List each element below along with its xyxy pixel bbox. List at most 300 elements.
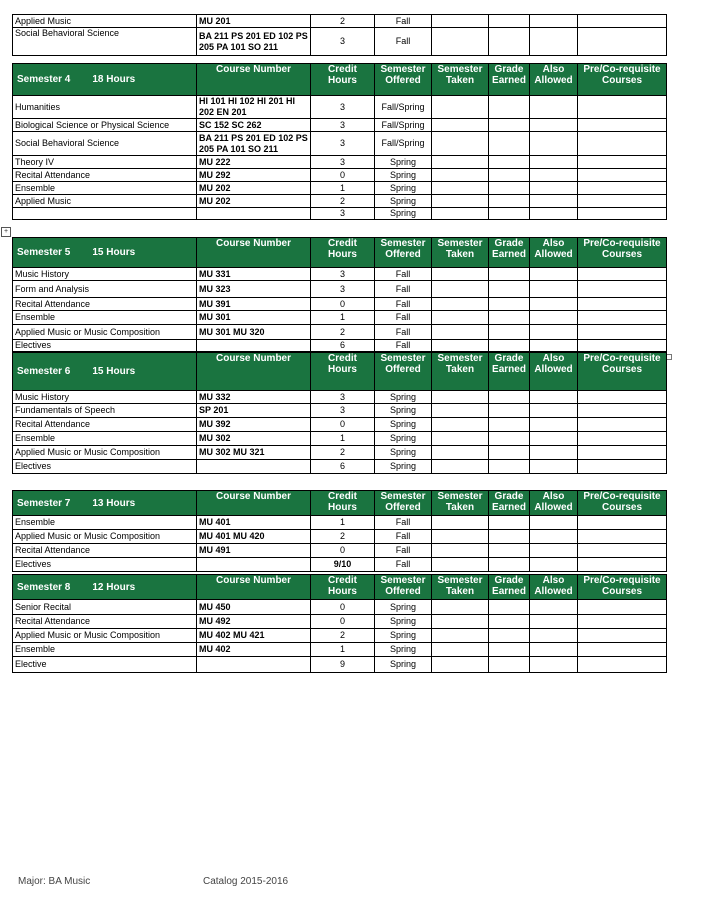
also-allowed-cell[interactable] <box>530 643 578 657</box>
prereq-cell[interactable] <box>578 418 667 432</box>
grade-cell[interactable] <box>489 615 530 629</box>
course-number: MU 202 <box>197 195 311 208</box>
credit-hours: 3 <box>311 132 375 156</box>
course-number <box>197 460 311 474</box>
semester-taken-cell[interactable] <box>432 96 489 119</box>
course-number: MU 302 <box>197 432 311 446</box>
semester-offered: Spring <box>375 391 432 404</box>
semester-offered: Fall <box>375 311 432 325</box>
course-number: MU 292 <box>197 169 311 182</box>
semester-name: Semester 4 <box>17 74 71 85</box>
semester-offered: Spring <box>375 446 432 460</box>
grade-cell[interactable] <box>489 404 530 418</box>
prereq-cell[interactable] <box>578 281 667 298</box>
course-number: MU 450 <box>197 600 311 615</box>
header-semester-taken: Semester Taken <box>432 575 489 600</box>
prereq-cell[interactable] <box>578 558 667 572</box>
semester-taken-cell[interactable] <box>432 132 489 156</box>
credit-hours: 6 <box>311 460 375 474</box>
table-row <box>13 629 667 643</box>
credit-hours: 3 <box>311 281 375 298</box>
grade-cell[interactable] <box>489 391 530 404</box>
course-number <box>197 558 311 572</box>
table-row <box>13 432 667 446</box>
header-credit-hours: Credit Hours <box>311 491 375 516</box>
course-number: MU 391 <box>197 298 311 311</box>
grade-cell[interactable] <box>489 600 530 615</box>
semester-taken-cell[interactable] <box>432 340 489 352</box>
table-row <box>13 340 667 352</box>
also-allowed-cell[interactable] <box>530 600 578 615</box>
also-allowed-cell[interactable] <box>530 446 578 460</box>
grade-cell[interactable] <box>489 182 530 195</box>
table-row <box>13 15 667 28</box>
semester-taken-cell[interactable] <box>432 195 489 208</box>
course-name: Applied Music <box>13 195 197 208</box>
semester-offered: Fall/Spring <box>375 132 432 156</box>
prereq-cell[interactable] <box>578 311 667 325</box>
course-number: MU 491 <box>197 544 311 558</box>
also-allowed-cell[interactable] <box>530 516 578 530</box>
prereq-cell[interactable] <box>578 600 667 615</box>
header-credit-hours: Credit Hours <box>311 575 375 600</box>
prereq-cell[interactable] <box>578 169 667 182</box>
credit-hours: 0 <box>311 298 375 311</box>
also-allowed-cell[interactable] <box>530 418 578 432</box>
also-allowed-cell[interactable] <box>530 119 578 132</box>
table-row <box>13 156 667 169</box>
semester-offered: Spring <box>375 195 432 208</box>
prereq-cell[interactable] <box>578 615 667 629</box>
grade-cell[interactable] <box>489 156 530 169</box>
semester-taken-cell[interactable] <box>432 182 489 195</box>
prereq-cell[interactable] <box>578 119 667 132</box>
grade-cell[interactable] <box>489 28 530 56</box>
header-prereq: Pre/Co-requisite Courses <box>578 238 667 268</box>
semester-hours: 12 Hours <box>92 581 136 593</box>
also-allowed-cell[interactable] <box>530 15 578 28</box>
credit-hours: 0 <box>311 615 375 629</box>
course-name: Applied Music <box>13 15 197 28</box>
course-number <box>197 657 311 673</box>
credit-hours: 0 <box>311 544 375 558</box>
semester-taken-cell[interactable] <box>432 391 489 404</box>
course-number: HI 101 HI 102 HI 201 HI 202 EN 201 <box>197 96 311 119</box>
credit-hours: 0 <box>311 418 375 432</box>
course-name: Recital Attendance <box>13 169 197 182</box>
prereq-cell[interactable] <box>578 268 667 281</box>
semester-offered: Fall/Spring <box>375 119 432 132</box>
table-row <box>13 446 667 460</box>
semester-name: Semester 6 <box>17 366 71 377</box>
grade-cell[interactable] <box>489 119 530 132</box>
semester-taken-cell[interactable] <box>432 629 489 643</box>
semester-taken-cell[interactable] <box>432 432 489 446</box>
header-row <box>13 353 667 391</box>
also-allowed-cell[interactable] <box>530 629 578 643</box>
semester-hours: 15 Hours <box>92 247 136 258</box>
grade-cell[interactable] <box>489 132 530 156</box>
semester-taken-cell[interactable] <box>432 404 489 418</box>
table-row <box>13 600 667 615</box>
credit-hours: 2 <box>311 15 375 28</box>
prereq-cell[interactable] <box>578 96 667 119</box>
semester-table <box>12 352 667 474</box>
course-number <box>197 340 311 352</box>
header-course-number: Course Number <box>197 64 311 96</box>
header-also-allowed: Also Allowed <box>530 491 578 516</box>
grade-cell[interactable] <box>489 446 530 460</box>
course-number: MU 301 MU 320 <box>197 325 311 340</box>
semester-hours: 18 Hours <box>92 74 136 85</box>
grade-cell[interactable] <box>489 530 530 544</box>
semester-offered: Fall <box>375 298 432 311</box>
semester-taken-cell[interactable] <box>432 156 489 169</box>
semester-hours: 15 Hours <box>92 366 136 377</box>
also-allowed-cell[interactable] <box>530 298 578 311</box>
semester-table <box>12 237 667 352</box>
course-name: Applied Music or Music Composition <box>13 446 197 460</box>
grade-cell[interactable] <box>489 460 530 474</box>
header-row <box>13 238 667 268</box>
table-row <box>13 208 667 220</box>
also-allowed-cell[interactable] <box>530 340 578 352</box>
course-name: Ensemble <box>13 311 197 325</box>
grade-cell[interactable] <box>489 281 530 298</box>
also-allowed-cell[interactable] <box>530 281 578 298</box>
semester-name: Semester 5 <box>17 247 71 258</box>
table-row <box>13 96 667 119</box>
credit-hours: 1 <box>311 516 375 530</box>
course-number: MU 331 <box>197 268 311 281</box>
course-name: Recital Attendance <box>13 615 197 629</box>
also-allowed-cell[interactable] <box>530 391 578 404</box>
prereq-cell[interactable] <box>578 208 667 220</box>
semester-taken-cell[interactable] <box>432 15 489 28</box>
prereq-cell[interactable] <box>578 182 667 195</box>
prereq-cell[interactable] <box>578 446 667 460</box>
table-row <box>13 391 667 404</box>
header-also-allowed: Also Allowed <box>530 575 578 600</box>
semester-offered: Fall <box>375 340 432 352</box>
also-allowed-cell[interactable] <box>530 325 578 340</box>
also-allowed-cell[interactable] <box>530 558 578 572</box>
also-allowed-cell[interactable] <box>530 156 578 169</box>
also-allowed-cell[interactable] <box>530 404 578 418</box>
semester-offered: Fall <box>375 516 432 530</box>
header-prereq: Pre/Co-requisite Courses <box>578 64 667 96</box>
header-prereq: Pre/Co-requisite Courses <box>578 491 667 516</box>
semester-taken-cell[interactable] <box>432 119 489 132</box>
semester-taken-cell[interactable] <box>432 544 489 558</box>
header-course-number: Course Number <box>197 353 311 391</box>
table-row <box>13 418 667 432</box>
credit-hours: 3 <box>311 156 375 169</box>
header-semester-offered: Semester Offered <box>375 353 432 391</box>
credit-hours: 3 <box>311 96 375 119</box>
prereq-cell[interactable] <box>578 530 667 544</box>
semester-taken-cell[interactable] <box>432 446 489 460</box>
semester-taken-cell[interactable] <box>432 325 489 340</box>
credit-hours: 2 <box>311 325 375 340</box>
also-allowed-cell[interactable] <box>530 208 578 220</box>
course-name: Ensemble <box>13 182 197 195</box>
table-row <box>13 558 667 572</box>
table-row <box>13 311 667 325</box>
header-prereq: Pre/Co-requisite Courses <box>578 575 667 600</box>
semester-title <box>13 238 197 268</box>
semester-offered: Fall <box>375 15 432 28</box>
grade-cell[interactable] <box>489 516 530 530</box>
semester-offered: Fall <box>375 28 432 56</box>
also-allowed-cell[interactable] <box>530 96 578 119</box>
semester-taken-cell[interactable] <box>432 558 489 572</box>
course-number: SC 152 SC 262 <box>197 119 311 132</box>
also-allowed-cell[interactable] <box>530 615 578 629</box>
prereq-cell[interactable] <box>578 28 667 56</box>
course-name: Music History <box>13 391 197 404</box>
move-anchor-icon[interactable]: + <box>1 227 11 237</box>
header-semester-taken: Semester Taken <box>432 238 489 268</box>
semester-taken-cell[interactable] <box>432 311 489 325</box>
semester-offered: Fall <box>375 530 432 544</box>
semester-taken-cell[interactable] <box>432 460 489 474</box>
course-name: Ensemble <box>13 516 197 530</box>
semester-taken-cell[interactable] <box>432 643 489 657</box>
course-number: BA 211 PS 201 ED 102 PS 205 PA 101 SO 211 <box>197 28 311 56</box>
table-row <box>13 615 667 629</box>
course-number: MU 492 <box>197 615 311 629</box>
grade-cell[interactable] <box>489 15 530 28</box>
table-row <box>13 169 667 182</box>
also-allowed-cell[interactable] <box>530 460 578 474</box>
header-credit-hours: Credit Hours <box>311 64 375 96</box>
semester-offered: Fall/Spring <box>375 96 432 119</box>
course-name: Music History <box>13 268 197 281</box>
header-semester-taken: Semester Taken <box>432 64 489 96</box>
course-number: MU 402 <box>197 643 311 657</box>
course-name: Ensemble <box>13 432 197 446</box>
header-course-number: Course Number <box>197 238 311 268</box>
course-name: Applied Music or Music Composition <box>13 530 197 544</box>
course-name: Social Behavioral Science <box>13 28 197 56</box>
course-name: Humanities <box>13 96 197 119</box>
course-number: MU 401 <box>197 516 311 530</box>
grade-cell[interactable] <box>489 340 530 352</box>
semester-offered: Spring <box>375 615 432 629</box>
course-name: Form and Analysis <box>13 281 197 298</box>
also-allowed-cell[interactable] <box>530 169 578 182</box>
semester-taken-cell[interactable] <box>432 516 489 530</box>
table-row <box>13 119 667 132</box>
course-name: Elective <box>13 657 197 673</box>
course-name: Electives <box>13 460 197 474</box>
semester-taken-cell[interactable] <box>432 298 489 311</box>
course-number: MU 222 <box>197 156 311 169</box>
credit-hours: 1 <box>311 432 375 446</box>
grade-cell[interactable] <box>489 311 530 325</box>
course-number: MU 332 <box>197 391 311 404</box>
semester-taken-cell[interactable] <box>432 615 489 629</box>
table-row <box>13 530 667 544</box>
credit-hours: 3 <box>311 404 375 418</box>
prereq-cell[interactable] <box>578 340 667 352</box>
semester-taken-cell[interactable] <box>432 530 489 544</box>
header-also-allowed: Also Allowed <box>530 353 578 391</box>
course-name: Biological Science or Physical Science <box>13 119 197 132</box>
header-grade-earned: Grade Earned <box>489 491 530 516</box>
semester-taken-cell[interactable] <box>432 268 489 281</box>
semester-taken-cell[interactable] <box>432 281 489 298</box>
header-grade-earned: Grade Earned <box>489 575 530 600</box>
prereq-cell[interactable] <box>578 516 667 530</box>
header-grade-earned: Grade Earned <box>489 353 530 391</box>
header-also-allowed: Also Allowed <box>530 64 578 96</box>
course-number: MU 402 MU 421 <box>197 629 311 643</box>
semester-taken-cell[interactable] <box>432 28 489 56</box>
course-name: Senior Recital <box>13 600 197 615</box>
also-allowed-cell[interactable] <box>530 132 578 156</box>
prereq-cell[interactable] <box>578 15 667 28</box>
grade-cell[interactable] <box>489 629 530 643</box>
footer-major: Major: BA Music <box>18 876 91 887</box>
credit-hours: 2 <box>311 530 375 544</box>
grade-cell[interactable] <box>489 544 530 558</box>
prereq-cell[interactable] <box>578 657 667 673</box>
also-allowed-cell[interactable] <box>530 195 578 208</box>
semester-offered: Spring <box>375 156 432 169</box>
prereq-cell[interactable] <box>578 643 667 657</box>
course-name: Applied Music or Music Composition <box>13 325 197 340</box>
course-number: MU 323 <box>197 281 311 298</box>
semester-name: Semester 8 <box>17 581 71 593</box>
prereq-cell[interactable] <box>578 460 667 474</box>
grade-cell[interactable] <box>489 298 530 311</box>
prereq-cell[interactable] <box>578 404 667 418</box>
course-name: Fundamentals of Speech <box>13 404 197 418</box>
also-allowed-cell[interactable] <box>530 432 578 446</box>
grade-cell[interactable] <box>489 432 530 446</box>
also-allowed-cell[interactable] <box>530 28 578 56</box>
semester-taken-cell[interactable] <box>432 208 489 220</box>
semester-offered: Spring <box>375 629 432 643</box>
header-semester-offered: Semester Offered <box>375 491 432 516</box>
also-allowed-cell[interactable] <box>530 530 578 544</box>
semester-taken-cell[interactable] <box>432 169 489 182</box>
grade-cell[interactable] <box>489 268 530 281</box>
course-number: MU 392 <box>197 418 311 432</box>
course-name: Electives <box>13 340 197 352</box>
semester-offered: Spring <box>375 208 432 220</box>
table-row <box>13 657 667 673</box>
header-credit-hours: Credit Hours <box>311 238 375 268</box>
semester-taken-cell[interactable] <box>432 600 489 615</box>
grade-cell[interactable] <box>489 208 530 220</box>
grade-cell[interactable] <box>489 657 530 673</box>
credit-hours: 3 <box>311 268 375 281</box>
prereq-cell[interactable] <box>578 325 667 340</box>
prereq-cell[interactable] <box>578 195 667 208</box>
credit-hours: 3 <box>311 119 375 132</box>
also-allowed-cell[interactable] <box>530 268 578 281</box>
course-name: Recital Attendance <box>13 418 197 432</box>
prereq-cell[interactable] <box>578 132 667 156</box>
header-also-allowed: Also Allowed <box>530 238 578 268</box>
credit-hours: 1 <box>311 182 375 195</box>
credit-hours: 1 <box>311 643 375 657</box>
semester-offered: Fall <box>375 544 432 558</box>
header-semester-offered: Semester Offered <box>375 575 432 600</box>
prereq-cell[interactable] <box>578 432 667 446</box>
also-allowed-cell[interactable] <box>530 311 578 325</box>
grade-cell[interactable] <box>489 418 530 432</box>
prereq-cell[interactable] <box>578 156 667 169</box>
table-row <box>13 404 667 418</box>
grade-cell[interactable] <box>489 169 530 182</box>
table-row <box>13 298 667 311</box>
prereq-cell[interactable] <box>578 391 667 404</box>
course-number: SP 201 <box>197 404 311 418</box>
course-name: Social Behavioral Science <box>13 132 197 156</box>
header-row <box>13 575 667 600</box>
semester-offered: Spring <box>375 404 432 418</box>
semester-offered: Spring <box>375 418 432 432</box>
semester-taken-cell[interactable] <box>432 418 489 432</box>
also-allowed-cell[interactable] <box>530 544 578 558</box>
course-number <box>197 208 311 220</box>
course-number: BA 211 PS 201 ED 102 PS 205 PA 101 SO 211 <box>197 132 311 156</box>
course-number: MU 202 <box>197 182 311 195</box>
semester-taken-cell[interactable] <box>432 657 489 673</box>
header-semester-taken: Semester Taken <box>432 491 489 516</box>
course-name <box>13 208 197 220</box>
grade-cell[interactable] <box>489 325 530 340</box>
credit-hours: 3 <box>311 28 375 56</box>
footer-catalog: Catalog 2015-2016 <box>203 876 289 887</box>
credit-hours: 2 <box>311 195 375 208</box>
table-row <box>13 325 667 340</box>
grade-cell[interactable] <box>489 195 530 208</box>
semester-table <box>12 490 667 572</box>
course-number: MU 301 <box>197 311 311 325</box>
semester-offered: Spring <box>375 657 432 673</box>
course-name: Ensemble <box>13 643 197 657</box>
prereq-cell[interactable] <box>578 298 667 311</box>
grade-cell[interactable] <box>489 96 530 119</box>
credit-hours: 3 <box>311 208 375 220</box>
also-allowed-cell[interactable] <box>530 657 578 673</box>
course-name: Recital Attendance <box>13 544 197 558</box>
table-row <box>13 516 667 530</box>
semester-offered: Fall <box>375 558 432 572</box>
semester-title <box>13 353 197 391</box>
course-name: Theory IV <box>13 156 197 169</box>
grade-cell[interactable] <box>489 643 530 657</box>
header-grade-earned: Grade Earned <box>489 64 530 96</box>
semester-table <box>12 63 667 220</box>
header-row <box>13 64 667 96</box>
prereq-cell[interactable] <box>578 544 667 558</box>
credit-hours: 2 <box>311 446 375 460</box>
grade-cell[interactable] <box>489 558 530 572</box>
credit-hours: 1 <box>311 311 375 325</box>
also-allowed-cell[interactable] <box>530 182 578 195</box>
prereq-cell[interactable] <box>578 629 667 643</box>
course-name: Applied Music or Music Composition <box>13 629 197 643</box>
course-number: MU 201 <box>197 15 311 28</box>
semester-title <box>13 575 197 600</box>
semester-offered: Fall <box>375 325 432 340</box>
